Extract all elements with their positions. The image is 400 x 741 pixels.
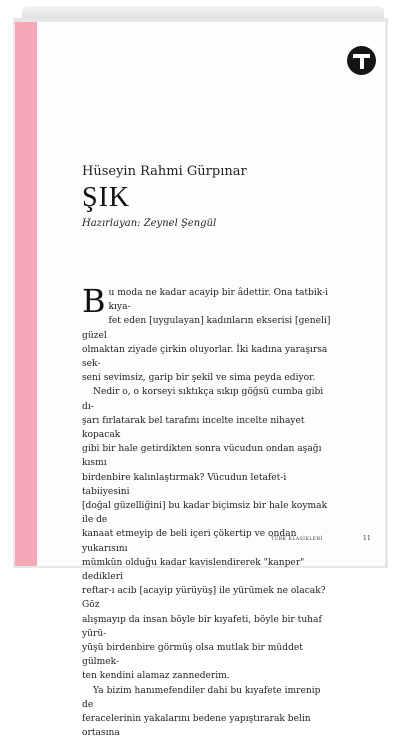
text-line: reftar-ı acib [acayip yürüyüş] ile yürümek ne olacak? Göz [82,586,326,611]
text-line: [doğal güzelliğini] bu kadar biçimsiz bir hale koymak ile de [82,501,328,526]
accent-strip [15,22,37,566]
drop-cap: B [82,282,106,320]
book-page [15,22,385,739]
body-text [82,282,334,741]
text-line: fet eden [uygulayan] kadınların ekserisi [geneli] güzel [82,316,331,341]
text-line: mümkün olduğu kadar kavislendirerek "kanper" dedikleri [82,557,305,583]
text-line: alışmayıp da insan böyle bir kıyafeti, böyle bir tuhaf yürü- [82,614,322,639]
text-line: Nedir o, o korseyi sıktıkça sıkıp göğsü cumba gibi dı- [82,387,324,412]
text-line: birdenbire kalınlaştırmak? Vücudun letafet-i tabiiyesini [82,472,287,497]
page-number: 11 [363,535,371,542]
text-line: seni sevimsiz, garip bir şekil ve sima peyda ediyor. [82,373,316,384]
publisher-logo-icon [347,46,376,75]
text-line: yüşü birdenbire görmüş olsa mutlak bir müddet gülmek- [82,643,303,668]
text-line: şarı fırlatarak bel tarafını incelte incelte nihayet kopacak [82,415,305,441]
text-line: feracelerinin yakalarını bedene yapıştırarak belin ortasına [82,714,311,739]
book-title: ŞIK [82,182,131,213]
text-line: gibi bir hale getirdikten sonra vücudun ondan aşağı kısmı [82,444,322,469]
editor-credit: Hazırlayan: Zeynel Şengül [82,218,217,229]
series-label: TÜRK KLASİKLERİ [271,537,323,542]
text-line: ten kendini alamaz zannederim. [82,671,230,682]
text-line: kanaat etmeyip de beli içeri çökertip ve ondan yukarısını [82,529,297,554]
text-line: Ya bizim hanımefendiler dahi bu kıyafete imrenip de [82,685,321,710]
text-line: olmaktan ziyade çirkin oluyorlar. İki kadına yaraşırsa sek- [82,344,328,370]
paragraph-3 [82,684,334,741]
paragraph-1 [82,282,334,385]
paragraph-2 [82,385,334,683]
text-line: u moda ne kadar acayip bir âdettir. Ona tatbik-i kıya- [108,288,329,313]
author-name: Hüseyin Rahmi Gürpınar [82,164,247,179]
